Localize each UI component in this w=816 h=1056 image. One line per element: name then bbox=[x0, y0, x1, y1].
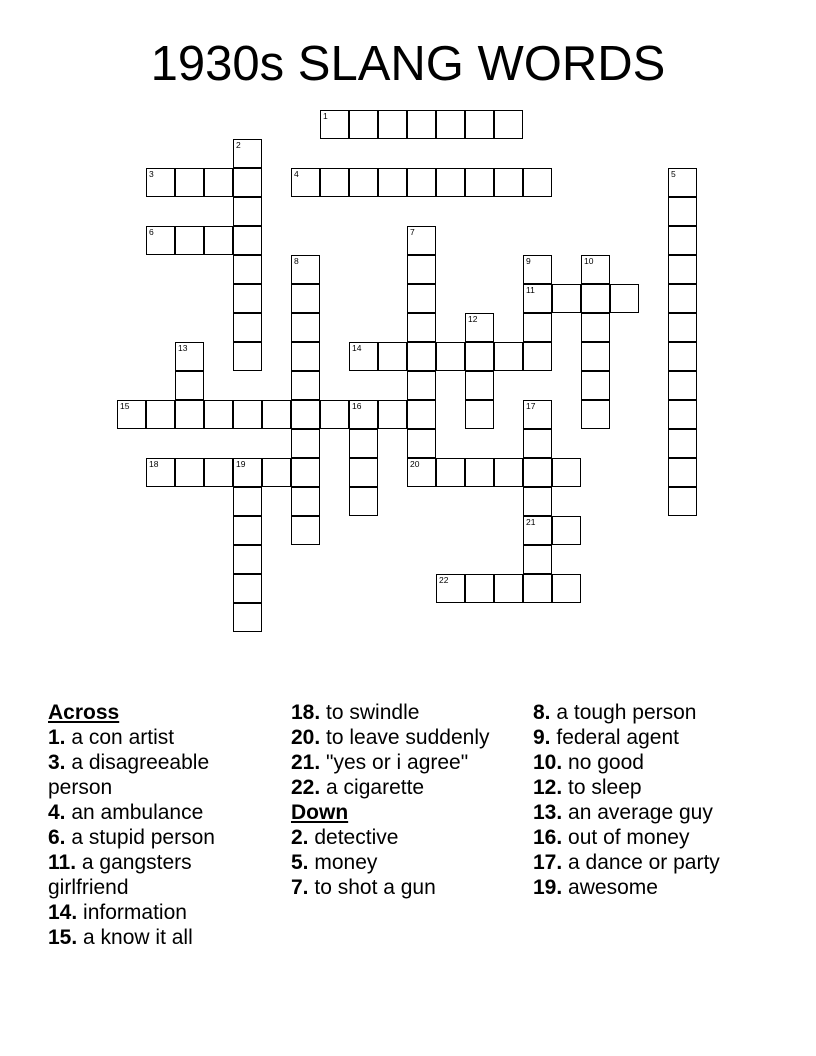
cell-number: 22 bbox=[439, 575, 449, 585]
clue-text: a know it all bbox=[83, 926, 193, 949]
grid-cell[interactable] bbox=[552, 516, 581, 545]
cell-number: 20 bbox=[410, 459, 420, 469]
clue-text: a disagreeable person bbox=[48, 751, 210, 799]
cell-number: 19 bbox=[236, 459, 246, 469]
grid-cell[interactable] bbox=[291, 429, 320, 458]
grid-cell[interactable] bbox=[494, 110, 523, 139]
grid-cell[interactable] bbox=[436, 342, 465, 371]
grid-cell[interactable] bbox=[175, 342, 204, 371]
grid-cell[interactable] bbox=[581, 400, 610, 429]
clue-number: 8. bbox=[533, 701, 551, 724]
grid-cell[interactable] bbox=[320, 110, 349, 139]
clues-column-1 bbox=[48, 700, 248, 950]
grid-cell[interactable] bbox=[378, 342, 407, 371]
grid-cell[interactable] bbox=[117, 400, 146, 429]
grid-cell[interactable] bbox=[233, 284, 262, 313]
grid-cell[interactable] bbox=[610, 284, 639, 313]
clue-text: "yes or i agree" bbox=[326, 751, 469, 774]
grid-cell[interactable] bbox=[581, 313, 610, 342]
grid-cell[interactable] bbox=[349, 110, 378, 139]
grid-cell[interactable] bbox=[378, 400, 407, 429]
down-clue bbox=[291, 875, 506, 900]
across-clue bbox=[291, 775, 506, 800]
grid-cell[interactable] bbox=[233, 255, 262, 284]
across-clue bbox=[48, 825, 248, 850]
grid-cell[interactable] bbox=[407, 168, 436, 197]
grid-cell[interactable] bbox=[233, 545, 262, 574]
grid-cell[interactable] bbox=[465, 458, 494, 487]
cell-number: 4 bbox=[294, 169, 299, 179]
grid-cell[interactable] bbox=[668, 400, 697, 429]
clue-number: 7. bbox=[291, 876, 309, 899]
grid-cell[interactable] bbox=[523, 574, 552, 603]
clue-text: an average guy bbox=[568, 801, 713, 824]
grid-cell[interactable] bbox=[523, 516, 552, 545]
grid-cell[interactable] bbox=[407, 110, 436, 139]
clue-number: 4. bbox=[48, 801, 66, 824]
grid-cell[interactable] bbox=[581, 255, 610, 284]
grid-cell[interactable] bbox=[291, 342, 320, 371]
cell-number: 9 bbox=[526, 256, 531, 266]
down-clue bbox=[291, 825, 506, 850]
across-clue bbox=[291, 750, 506, 775]
grid-cell[interactable] bbox=[494, 458, 523, 487]
cell-number: 17 bbox=[526, 401, 536, 411]
grid-cell[interactable] bbox=[262, 458, 291, 487]
clue-number: 14. bbox=[48, 901, 78, 924]
cell-number: 6 bbox=[149, 227, 154, 237]
down-clue bbox=[533, 775, 773, 800]
across-heading: Across bbox=[48, 701, 120, 724]
grid-cell[interactable] bbox=[233, 226, 262, 255]
grid-cell[interactable] bbox=[668, 197, 697, 226]
clue-text: to shot a gun bbox=[314, 876, 436, 899]
clues-column-3 bbox=[533, 700, 773, 900]
grid-cell[interactable] bbox=[465, 574, 494, 603]
grid-cell[interactable] bbox=[523, 458, 552, 487]
grid-cell[interactable] bbox=[552, 284, 581, 313]
clue-text: no good bbox=[568, 751, 644, 774]
cell-number: 13 bbox=[178, 343, 188, 353]
grid-cell[interactable] bbox=[233, 139, 262, 168]
grid-cell[interactable] bbox=[523, 168, 552, 197]
grid-cell[interactable] bbox=[668, 284, 697, 313]
grid-cell[interactable] bbox=[291, 371, 320, 400]
cell-number: 16 bbox=[352, 401, 362, 411]
clue-text: to swindle bbox=[326, 701, 420, 724]
grid-cell[interactable] bbox=[668, 458, 697, 487]
grid-cell[interactable] bbox=[233, 516, 262, 545]
grid-cell[interactable] bbox=[146, 458, 175, 487]
grid-cell[interactable] bbox=[668, 226, 697, 255]
clue-text: detective bbox=[314, 826, 399, 849]
grid-cell[interactable] bbox=[233, 342, 262, 371]
grid-cell[interactable] bbox=[407, 371, 436, 400]
grid-cell[interactable] bbox=[581, 342, 610, 371]
down-clue bbox=[533, 875, 773, 900]
grid-cell[interactable] bbox=[291, 458, 320, 487]
grid-cell[interactable] bbox=[494, 168, 523, 197]
grid-cell[interactable] bbox=[552, 574, 581, 603]
grid-cell[interactable] bbox=[407, 400, 436, 429]
across-clue bbox=[48, 925, 248, 950]
clue-text: federal agent bbox=[556, 726, 679, 749]
across-clue bbox=[48, 850, 248, 900]
grid-cell[interactable] bbox=[291, 516, 320, 545]
grid-cell[interactable] bbox=[378, 168, 407, 197]
down-clue bbox=[533, 825, 773, 850]
clue-number: 9. bbox=[533, 726, 551, 749]
grid-cell[interactable] bbox=[523, 487, 552, 516]
grid-cell[interactable] bbox=[436, 574, 465, 603]
grid-cell[interactable] bbox=[233, 487, 262, 516]
grid-cell[interactable] bbox=[233, 197, 262, 226]
clue-number: 16. bbox=[533, 826, 563, 849]
clue-text: a stupid person bbox=[71, 826, 215, 849]
grid-cell[interactable] bbox=[465, 371, 494, 400]
clue-number: 19. bbox=[533, 876, 563, 899]
cell-number: 1 bbox=[323, 111, 328, 121]
cell-number: 10 bbox=[584, 256, 594, 266]
down-clue bbox=[291, 850, 506, 875]
grid-cell[interactable] bbox=[581, 284, 610, 313]
clue-number: 1. bbox=[48, 726, 66, 749]
grid-cell[interactable] bbox=[291, 313, 320, 342]
grid-cell[interactable] bbox=[523, 284, 552, 313]
grid-cell[interactable] bbox=[523, 545, 552, 574]
clue-number: 3. bbox=[48, 751, 66, 774]
grid-cell[interactable] bbox=[523, 400, 552, 429]
grid-cell[interactable] bbox=[523, 313, 552, 342]
clue-text: out of money bbox=[568, 826, 690, 849]
clue-number: 20. bbox=[291, 726, 321, 749]
down-heading: Down bbox=[291, 801, 349, 824]
grid-cell[interactable] bbox=[233, 168, 262, 197]
clue-text: a dance or party bbox=[568, 851, 720, 874]
cell-number: 21 bbox=[526, 517, 536, 527]
down-clue bbox=[533, 750, 773, 775]
cell-number: 2 bbox=[236, 140, 241, 150]
grid-cell[interactable] bbox=[291, 168, 320, 197]
grid-cell[interactable] bbox=[320, 400, 349, 429]
clue-text: awesome bbox=[568, 876, 658, 899]
clue-number: 11. bbox=[48, 851, 77, 874]
cell-number: 7 bbox=[410, 227, 415, 237]
grid-cell[interactable] bbox=[349, 458, 378, 487]
grid-cell[interactable] bbox=[581, 371, 610, 400]
grid-cell[interactable] bbox=[175, 400, 204, 429]
across-clue bbox=[48, 800, 248, 825]
grid-cell[interactable] bbox=[668, 487, 697, 516]
grid-cell[interactable] bbox=[436, 458, 465, 487]
grid-cell[interactable] bbox=[668, 371, 697, 400]
clue-number: 22. bbox=[291, 776, 321, 799]
grid-cell[interactable] bbox=[465, 400, 494, 429]
grid-cell[interactable] bbox=[668, 168, 697, 197]
grid-cell[interactable] bbox=[175, 168, 204, 197]
cell-number: 8 bbox=[294, 256, 299, 266]
cell-number: 18 bbox=[149, 459, 159, 469]
grid-cell[interactable] bbox=[407, 284, 436, 313]
clues-column-2 bbox=[291, 700, 506, 900]
clue-number: 10. bbox=[533, 751, 563, 774]
clue-text: money bbox=[314, 851, 378, 874]
grid-cell[interactable] bbox=[291, 284, 320, 313]
grid-cell[interactable] bbox=[552, 458, 581, 487]
down-clue bbox=[533, 800, 773, 825]
clue-text: a con artist bbox=[71, 726, 175, 749]
grid-cell[interactable] bbox=[668, 342, 697, 371]
cell-number: 5 bbox=[671, 169, 676, 179]
cell-number: 15 bbox=[120, 401, 130, 411]
cell-number: 14 bbox=[352, 343, 362, 353]
grid-cell[interactable] bbox=[349, 429, 378, 458]
grid-cell[interactable] bbox=[204, 400, 233, 429]
grid-cell[interactable] bbox=[349, 168, 378, 197]
clue-number: 17. bbox=[533, 851, 563, 874]
clue-text: a tough person bbox=[556, 701, 697, 724]
cell-number: 11 bbox=[526, 285, 535, 295]
grid-cell[interactable] bbox=[668, 429, 697, 458]
across-clue bbox=[291, 725, 506, 750]
grid-cell[interactable] bbox=[523, 342, 552, 371]
grid-cell[interactable] bbox=[668, 313, 697, 342]
grid-cell[interactable] bbox=[465, 168, 494, 197]
cell-number: 12 bbox=[468, 314, 478, 324]
grid-cell[interactable] bbox=[204, 458, 233, 487]
page-title: 1930s SLANG WORDS bbox=[150, 37, 666, 91]
across-clue bbox=[48, 900, 248, 925]
grid-cell[interactable] bbox=[233, 458, 262, 487]
grid-cell[interactable] bbox=[465, 342, 494, 371]
grid-cell[interactable] bbox=[233, 603, 262, 632]
down-clue bbox=[533, 725, 773, 750]
grid-cell[interactable] bbox=[378, 110, 407, 139]
grid-cell[interactable] bbox=[291, 255, 320, 284]
down-clue bbox=[533, 700, 773, 725]
clue-text: a cigarette bbox=[326, 776, 425, 799]
grid-cell[interactable] bbox=[175, 458, 204, 487]
grid-cell[interactable] bbox=[233, 574, 262, 603]
grid-cell[interactable] bbox=[291, 400, 320, 429]
grid-cell[interactable] bbox=[262, 400, 291, 429]
grid-cell[interactable] bbox=[494, 342, 523, 371]
grid-cell[interactable] bbox=[407, 458, 436, 487]
clue-number: 18. bbox=[291, 701, 321, 724]
grid-cell[interactable] bbox=[146, 168, 175, 197]
grid-cell[interactable] bbox=[494, 574, 523, 603]
grid-cell[interactable] bbox=[349, 342, 378, 371]
grid-cell[interactable] bbox=[407, 429, 436, 458]
grid-cell[interactable] bbox=[465, 313, 494, 342]
grid-cell[interactable] bbox=[407, 342, 436, 371]
clue-number: 13. bbox=[533, 801, 563, 824]
grid-cell[interactable] bbox=[233, 400, 262, 429]
grid-cell[interactable] bbox=[436, 110, 465, 139]
cell-number: 3 bbox=[149, 169, 154, 179]
grid-cell[interactable] bbox=[175, 371, 204, 400]
grid-cell[interactable] bbox=[204, 168, 233, 197]
across-clue bbox=[48, 725, 248, 750]
grid-cell[interactable] bbox=[668, 255, 697, 284]
clue-text: an ambulance bbox=[71, 801, 204, 824]
grid-cell[interactable] bbox=[233, 313, 262, 342]
grid-cell[interactable] bbox=[523, 255, 552, 284]
grid-cell[interactable] bbox=[291, 487, 320, 516]
clue-number: 2. bbox=[291, 826, 309, 849]
grid-cell[interactable] bbox=[407, 226, 436, 255]
grid-cell[interactable] bbox=[465, 110, 494, 139]
clue-text: a gangsters girlfriend bbox=[48, 851, 192, 899]
clue-number: 5. bbox=[291, 851, 309, 874]
clue-number: 15. bbox=[48, 926, 78, 949]
clue-number: 21. bbox=[291, 751, 321, 774]
grid-cell[interactable] bbox=[146, 226, 175, 255]
grid-cell[interactable] bbox=[523, 429, 552, 458]
grid-cell[interactable] bbox=[436, 168, 465, 197]
grid-cell[interactable] bbox=[320, 168, 349, 197]
clue-number: 6. bbox=[48, 826, 66, 849]
grid-cell[interactable] bbox=[407, 255, 436, 284]
grid-cell[interactable] bbox=[204, 226, 233, 255]
across-clue bbox=[291, 700, 506, 725]
grid-cell[interactable] bbox=[407, 313, 436, 342]
grid-cell[interactable] bbox=[175, 226, 204, 255]
clue-text: to leave suddenly bbox=[326, 726, 490, 749]
down-clue bbox=[533, 850, 773, 875]
grid-cell[interactable] bbox=[146, 400, 175, 429]
clue-number: 12. bbox=[533, 776, 563, 799]
grid-cell[interactable] bbox=[349, 400, 378, 429]
across-clue bbox=[48, 750, 248, 800]
grid-cell[interactable] bbox=[349, 487, 378, 516]
clue-text: to sleep bbox=[568, 776, 642, 799]
clue-text: information bbox=[83, 901, 187, 924]
